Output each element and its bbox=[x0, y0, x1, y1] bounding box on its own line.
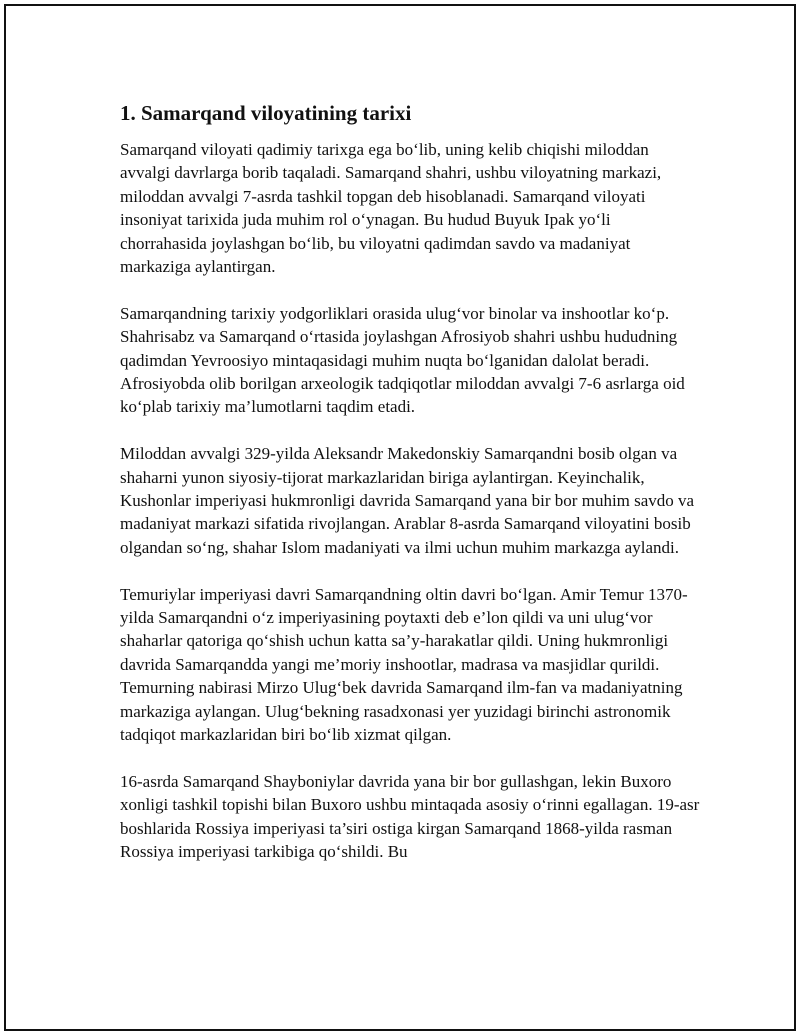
page-frame bbox=[4, 4, 796, 1031]
document-body bbox=[120, 100, 700, 864]
paragraph-1: Samarqand viloyati qadimiy tarixga ega bo‘lib, uning kelib chiqishi miloddan avvalgi davrlarga borib taqaladi. Samarqand shahri, ushbu viloyatning markazi, miloddan avvalgi 7-asrda tashkil topgan deb hisoblanadi. Samarqand viloyati insoniyat tarixida juda muhim rol o‘ynagan. Bu hudud Buyuk Ipak yo‘li chorrahasida joylashgan bo‘lib, bu viloyatni qadimdan savdo va madaniyat markaziga aylantirgan. bbox=[120, 140, 662, 277]
paragraph-5: 16-asrda Samarqand Shayboniylar davrida yana bir bor gullashgan, lekin Buxoro xonligi tashkil topishi bilan Buxoro ushbu mintaqada asosiy o‘rinni egallagan. 19-asr boshlarida Rossiya imperiyasi ta’siri ostiga kirgan Samarqand 1868-yilda rasman Rossiya imperiyasi tarkibiga qo‘shildi. Bu bbox=[120, 771, 700, 862]
paragraph-4: Temuriylar imperiyasi davri Samarqandning oltin davri bo‘lgan. Amir Temur 1370-yilda Samarqandni o‘z imperiyasining poytaxti deb e’lon qildi va uni ulug‘vor shaharlar qatoriga qo‘shish uchun katta sa’y-harakatlar qildi. Uning hukmronligi davrida Samarqandda yangi me’moriy inshootlar, madrasa va masjidlar qurildi. Temurning nabirasi Mirzo Ulug‘bek davrida Samarqand ilm-fan va madaniyatning markaziga aylangan. Ulug‘bekning rasadxonasi yer yuzidagi birinchi astronomik tadqiqot markazlaridan biri bo‘lib xizmat qilgan. bbox=[120, 584, 688, 745]
paragraph-3: Miloddan avvalgi 329-yilda Aleksandr Makedonskiy Samarqandni bosib olgan va shaharni yunon siyosiy-tijorat markazlaridan biriga aylantirgan. Keyinchalik, Kushonlar imperiyasi hukmronligi davrida Samarqand yana bir bor muhim savdo va madaniyat markazi sifatida rivojlangan. Arablar 8-asrda Samarqand viloyatini bosib olgandan so‘ng, shahar Islom madaniyati va ilmi uchun muhim markazga aylandi. bbox=[120, 444, 695, 557]
section-heading: 1. Samarqand viloyatining tarixi bbox=[120, 101, 412, 125]
paragraph-2: Samarqandning tarixiy yodgorliklari orasida ulug‘vor binolar va inshootlar ko‘p. Shahrisabz va Samarqand o‘rtasida joylashgan Afrosiyob shahri ushbu hududning qadimdan Yevroosiyo mintaqasidagi muhim nuqta bo‘lganidan dalolat beradi. Afrosiyobda olib borilgan arxeologik tadqiqotlar miloddan avvalgi 7-6 asrlarga oid ko‘plab tarixiy ma’lumotlarni taqdim etadi. bbox=[120, 303, 685, 417]
